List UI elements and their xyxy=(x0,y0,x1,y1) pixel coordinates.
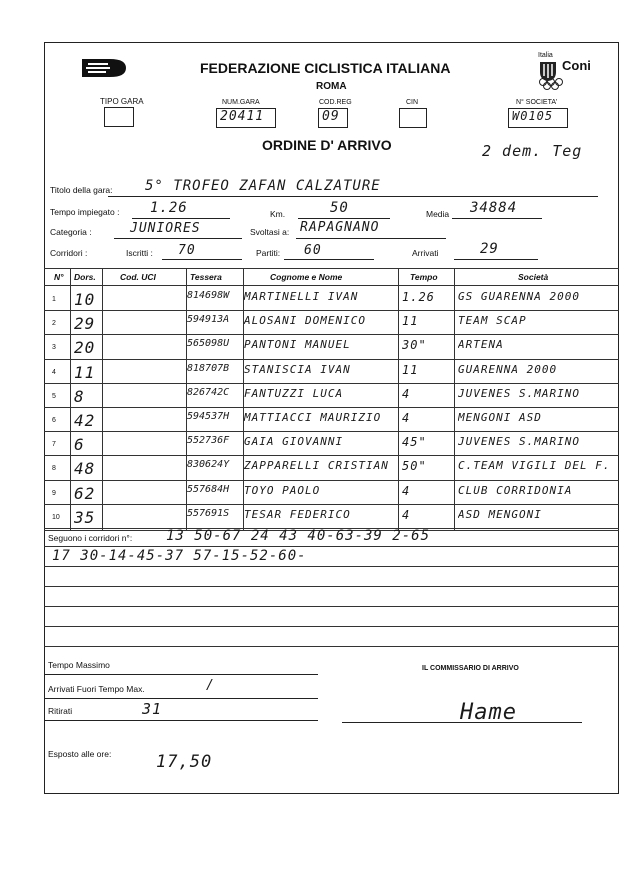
esposto-label: Esposto alle ore: xyxy=(48,749,112,759)
cell-tempo[interactable]: 30" xyxy=(402,338,427,353)
cell-n: 6 xyxy=(52,417,56,424)
cell-tessera[interactable]: 814698W xyxy=(187,290,230,301)
row-divider xyxy=(44,407,619,408)
coni-logo-country: Italia xyxy=(538,52,553,59)
commissario-label: IL COMMISSARIO DI ARRIVO xyxy=(422,665,519,672)
cell-nome[interactable]: FANTUZZI LUCA xyxy=(244,386,344,400)
titolo-label: Titolo della gara: xyxy=(50,185,113,195)
header-nome: Cognome e Nome xyxy=(270,272,343,282)
cell-dors[interactable]: 48 xyxy=(74,459,96,479)
cell-societa[interactable]: JUVENES S.MARINO xyxy=(458,386,580,400)
olympic-rings-icon xyxy=(538,78,564,90)
categoria-value[interactable]: JUNIORES xyxy=(130,221,201,236)
cod-reg-label: COD.REG xyxy=(319,99,352,106)
tipo-gara-field[interactable] xyxy=(104,107,134,127)
cell-n: 1 xyxy=(52,296,56,303)
cell-nome[interactable]: PANTONI MANUEL xyxy=(244,338,351,352)
titolo-value[interactable]: 5° TROFEO ZAFAN CALZATURE xyxy=(145,178,381,194)
iscritti-underline xyxy=(162,259,242,260)
societa-code-field[interactable]: W0105 xyxy=(508,108,568,128)
svoltasi-underline xyxy=(296,238,446,239)
esposto-value[interactable]: 17,50 xyxy=(156,752,213,772)
corridori-label: Corridori : xyxy=(50,248,88,258)
cell-n: 2 xyxy=(52,320,56,328)
row-divider xyxy=(44,359,619,360)
row-divider xyxy=(44,455,619,456)
header-n: N° xyxy=(54,272,64,282)
cell-tempo[interactable]: 45" xyxy=(402,435,427,450)
form-title: ORDINE D' ARRIVO xyxy=(262,137,392,153)
fuori-tempo-underline xyxy=(44,698,318,699)
coni-logo-brand: Coni xyxy=(562,58,591,73)
cell-tessera[interactable]: 552736F xyxy=(187,435,230,447)
col-divider xyxy=(70,268,71,530)
cell-tempo[interactable]: 50" xyxy=(402,459,427,474)
km-underline xyxy=(298,218,390,219)
tempo-label: Tempo impiegato : xyxy=(50,207,120,217)
cell-tessera[interactable]: 557691S xyxy=(187,507,230,519)
cell-dors[interactable]: 8 xyxy=(74,386,85,406)
cell-tessera[interactable]: 594913A xyxy=(187,314,230,326)
cell-n: 5 xyxy=(52,392,56,400)
cell-societa[interactable]: ARTENA xyxy=(458,338,504,352)
signature-underline xyxy=(342,722,582,723)
table-header-line xyxy=(44,285,619,286)
blank-line xyxy=(44,606,619,607)
categoria-label: Categoria : xyxy=(50,227,92,237)
svoltasi-label: Svoltasi a: xyxy=(250,227,290,237)
city-label: ROMA xyxy=(316,81,347,92)
tipo-gara-label: TIPO GARA xyxy=(100,97,144,106)
cell-societa[interactable]: JUVENES S.MARINO xyxy=(458,435,580,449)
federation-title: FEDERAZIONE CICLISTICA ITALIANA xyxy=(200,60,451,76)
cell-societa[interactable]: GUARENNA 2000 xyxy=(458,362,558,376)
fuori-tempo-value[interactable]: / xyxy=(206,678,215,693)
km-label: Km. xyxy=(270,209,286,219)
tempo-massimo-underline xyxy=(44,674,318,675)
cell-dors[interactable]: 35 xyxy=(74,507,96,527)
header-uci: Cod. UCI xyxy=(120,272,156,282)
partiti-label: Partiti: xyxy=(256,248,281,258)
cell-nome[interactable]: GAIA GIOVANNI xyxy=(244,435,344,449)
cell-n: 3 xyxy=(52,344,56,352)
iscritti-label: Iscritti : xyxy=(126,248,153,258)
cell-tessera[interactable]: 830624Y xyxy=(187,459,230,471)
blank-line xyxy=(44,626,619,627)
tempo-underline xyxy=(132,218,230,219)
cell-dors[interactable]: 6 xyxy=(74,435,85,455)
header-dors: Dors. xyxy=(74,272,96,282)
cell-tessera[interactable]: 594537H xyxy=(187,411,230,422)
fci-logo xyxy=(80,56,128,80)
cell-societa[interactable]: CLUB CORRIDONIA xyxy=(458,483,573,497)
cell-tessera[interactable]: 818707B xyxy=(187,362,230,374)
societa-code-label: N° SOCIETA' xyxy=(516,99,558,106)
partiti-underline xyxy=(284,259,374,260)
tempo-massimo-label: Tempo Massimo xyxy=(48,660,110,670)
cell-tempo[interactable]: 4 xyxy=(402,507,411,522)
col-divider xyxy=(454,268,455,530)
cell-tessera[interactable]: 565098U xyxy=(187,338,230,350)
cell-n: 10 xyxy=(52,513,60,521)
cell-nome[interactable]: TOYO PAOLO xyxy=(244,483,321,497)
partiti-value[interactable]: 60 xyxy=(304,243,322,258)
cell-tempo[interactable]: 4 xyxy=(402,483,411,498)
followers-label: Seguono i corridori n°: xyxy=(48,533,133,543)
header-tessera: Tessera xyxy=(190,272,222,282)
cell-dors[interactable]: 11 xyxy=(74,362,96,382)
arrivati-value[interactable]: 29 xyxy=(480,241,499,257)
cell-dors[interactable]: 10 xyxy=(74,290,96,309)
table-top-line xyxy=(44,268,619,269)
cell-tessera[interactable]: 557684H xyxy=(187,483,230,495)
cell-n: 9 xyxy=(52,489,56,497)
tempo-value[interactable]: 1.26 xyxy=(150,200,188,216)
iscritti-value[interactable]: 70 xyxy=(178,243,196,258)
num-gara-field[interactable]: 20411 xyxy=(216,108,276,128)
ritirati-value[interactable]: 31 xyxy=(142,700,163,718)
cell-societa[interactable]: MENGONI ASD xyxy=(458,411,542,424)
fuori-tempo-label: Arrivati Fuori Tempo Max. xyxy=(48,684,145,694)
media-label: Media xyxy=(426,209,450,219)
cell-dors[interactable]: 62 xyxy=(74,483,96,503)
titolo-underline xyxy=(108,196,598,197)
media-underline xyxy=(452,218,542,219)
commissario-signature: Hame xyxy=(460,700,517,725)
ritirati-label: Ritirati xyxy=(48,706,73,716)
row-divider xyxy=(44,431,619,432)
col-divider xyxy=(398,268,399,530)
cell-dors[interactable]: 29 xyxy=(74,314,96,334)
categoria-underline xyxy=(114,238,242,239)
blank-line xyxy=(44,586,619,587)
arrivati-underline xyxy=(454,259,538,260)
coni-logo xyxy=(538,52,600,88)
row-divider xyxy=(44,310,619,311)
cell-nome[interactable]: ZAPPARELLI CRISTIAN xyxy=(244,459,389,473)
blank-line xyxy=(44,646,619,647)
cell-n: 7 xyxy=(52,441,56,449)
cell-societa[interactable]: GS GUARENNA 2000 xyxy=(458,290,580,303)
fci-logo-icon xyxy=(80,56,128,80)
cell-societa[interactable]: ASD MENGONI xyxy=(458,507,542,521)
cell-tempo[interactable]: 11 xyxy=(402,314,419,329)
col-divider xyxy=(102,268,103,530)
cell-tessera[interactable]: 826742C xyxy=(187,386,230,398)
blank-line xyxy=(44,546,619,547)
signature-note: 2 dem. Teg xyxy=(482,142,583,160)
row-divider xyxy=(44,383,619,384)
cell-societa[interactable]: TEAM SCAP xyxy=(458,314,527,328)
km-value[interactable]: 50 xyxy=(330,200,349,216)
cell-tempo[interactable]: 4 xyxy=(402,386,411,401)
cell-societa[interactable]: C.TEAM VIGILI DEL F. xyxy=(458,459,611,473)
ritirati-underline xyxy=(44,720,318,721)
cell-nome[interactable]: MATTIACCI MAURIZIO xyxy=(244,411,382,424)
cell-nome[interactable]: MARTINELLI IVAN xyxy=(244,290,359,303)
media-value[interactable]: 34884 xyxy=(470,200,518,216)
blank-line xyxy=(44,566,619,567)
cell-tempo[interactable]: 11 xyxy=(402,362,419,377)
row-divider xyxy=(44,504,619,505)
followers-line-1[interactable]: 13 50-67 24 43 40-63-39 2-65 xyxy=(166,528,431,544)
svoltasi-value[interactable]: RAPAGNANO xyxy=(300,220,380,235)
cell-n: 4 xyxy=(52,368,56,376)
cell-n: 8 xyxy=(52,465,56,473)
row-divider xyxy=(44,334,619,335)
cell-nome[interactable]: ALOSANI DOMENICO xyxy=(244,314,366,328)
cell-tempo[interactable]: 4 xyxy=(402,411,411,425)
arrivati-label: Arrivati xyxy=(412,248,439,258)
cin-label: CIN xyxy=(406,99,419,106)
cell-dors[interactable]: 20 xyxy=(74,338,96,358)
header-tempo: Tempo xyxy=(410,272,438,282)
cin-field[interactable] xyxy=(399,108,427,128)
row-divider xyxy=(44,480,619,481)
cell-dors[interactable]: 42 xyxy=(74,411,96,430)
header-societa: Società xyxy=(518,272,549,282)
num-gara-label: NUM.GARA xyxy=(222,99,260,106)
followers-line-2[interactable]: 17 30-14-45-37 57-15-52-60- xyxy=(52,548,307,564)
cod-reg-field[interactable]: 09 xyxy=(318,108,348,128)
cell-tempo[interactable]: 1.26 xyxy=(402,290,435,304)
cell-nome[interactable]: STANISCIA IVAN xyxy=(244,362,351,376)
cell-nome[interactable]: TESAR FEDERICO xyxy=(244,507,351,521)
